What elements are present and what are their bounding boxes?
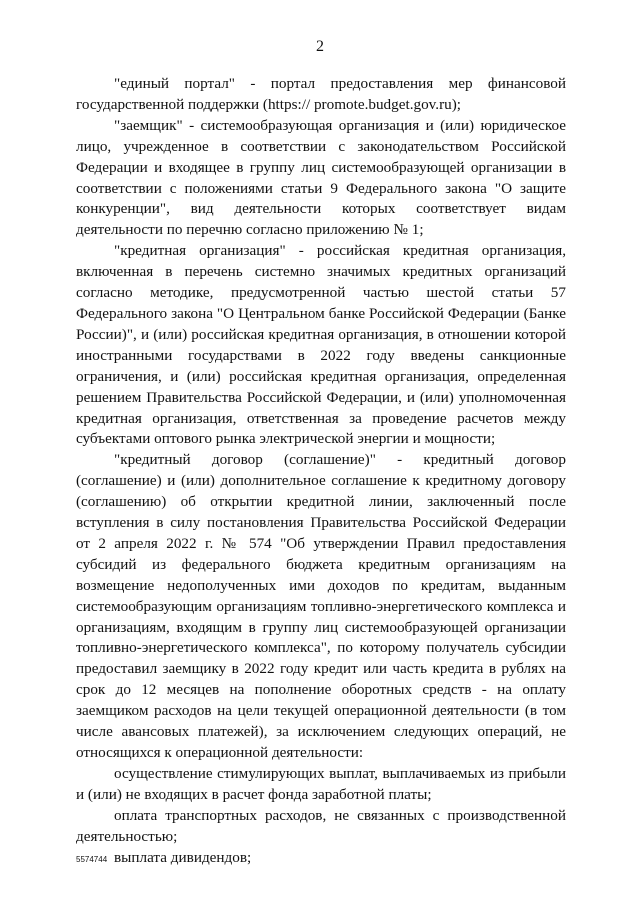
definition-paragraph: "кредитный договор (соглашение)" - кредитный договор (соглашение) и (или) дополнительное соглашение к кредитному договору (соглашению) об открытии кредитной линии, заключенный после вступления в силу постановления Правительства Российской Федерации от 2 апреля 2022 г. № 574 "Об утверждении Правил предоставления субсидий из федерального бюджета кредитным организациям на возмещение недополученных ими доходов по кредитам, выданным системообразующим организациям топливно-энергетического комплекса и организациям, входящим в группу лиц системообразующей организации топливно-энергетического комплекса", по которому получатель субсидии предоставил заемщику в 2022 году кредит или часть кредита в рублях на срок до 12 месяцев на пополнение оборотных средств - на оплату заемщиком расходов на цели текущей операционной деятельности (в том числе авансовых платежей), за исключением следующих операций, не относящихся к операционной деятельности: [76,451,566,761]
definition-paragraph: "кредитная организация" - российская кредитная организация, включенная в перечень системно значимых кредитных организаций согласно методике, предусмотренной частью шестой статьи 57 Федерального закона "О Центральном банке Российской Федерации (Банке России)", и (или) российская кредитная организация, в отношении которой иностранными государствами в 2022 году введены санкционные ограничения, и (или) российская кредитная организация, определенная решением Правительства Российской Федерации, и (или) уполномоченная кредитная организация, ответственная за проведение расчетов между субъектами оптового рынка электрической энергии и мощности; [76,242,566,448]
definition-paragraph: "единый портал" - портал предоставления мер финансовой государственной поддержки (https:// promote.budget.gov.ru); [76,75,566,113]
list-paragraph: выплата дивидендов; [114,848,252,866]
document-code: 5574744 [76,855,108,864]
document-body [76,74,566,868]
list-paragraph: оплата транспортных расходов, не связанных с производственной деятельностью; [76,806,566,845]
definition-paragraph: "заемщик" - системообразующая организация и (или) юридическое лицо, учрежденное в соответствии с законодательством Российской Федерации и входящее в группу лиц системообразующей организации в соответствии с положениями статьи 9 Федерального закона "О защите конкуренции", вид деятельности которых соответствует видам деятельности по перечню согласно приложению № 1; [76,116,566,239]
page-number: 2 [316,38,324,55]
list-paragraph: осуществление стимулирующих выплат, выплачиваемых из прибыли и (или) не входящих в расчет фонда заработной платы; [76,764,566,803]
